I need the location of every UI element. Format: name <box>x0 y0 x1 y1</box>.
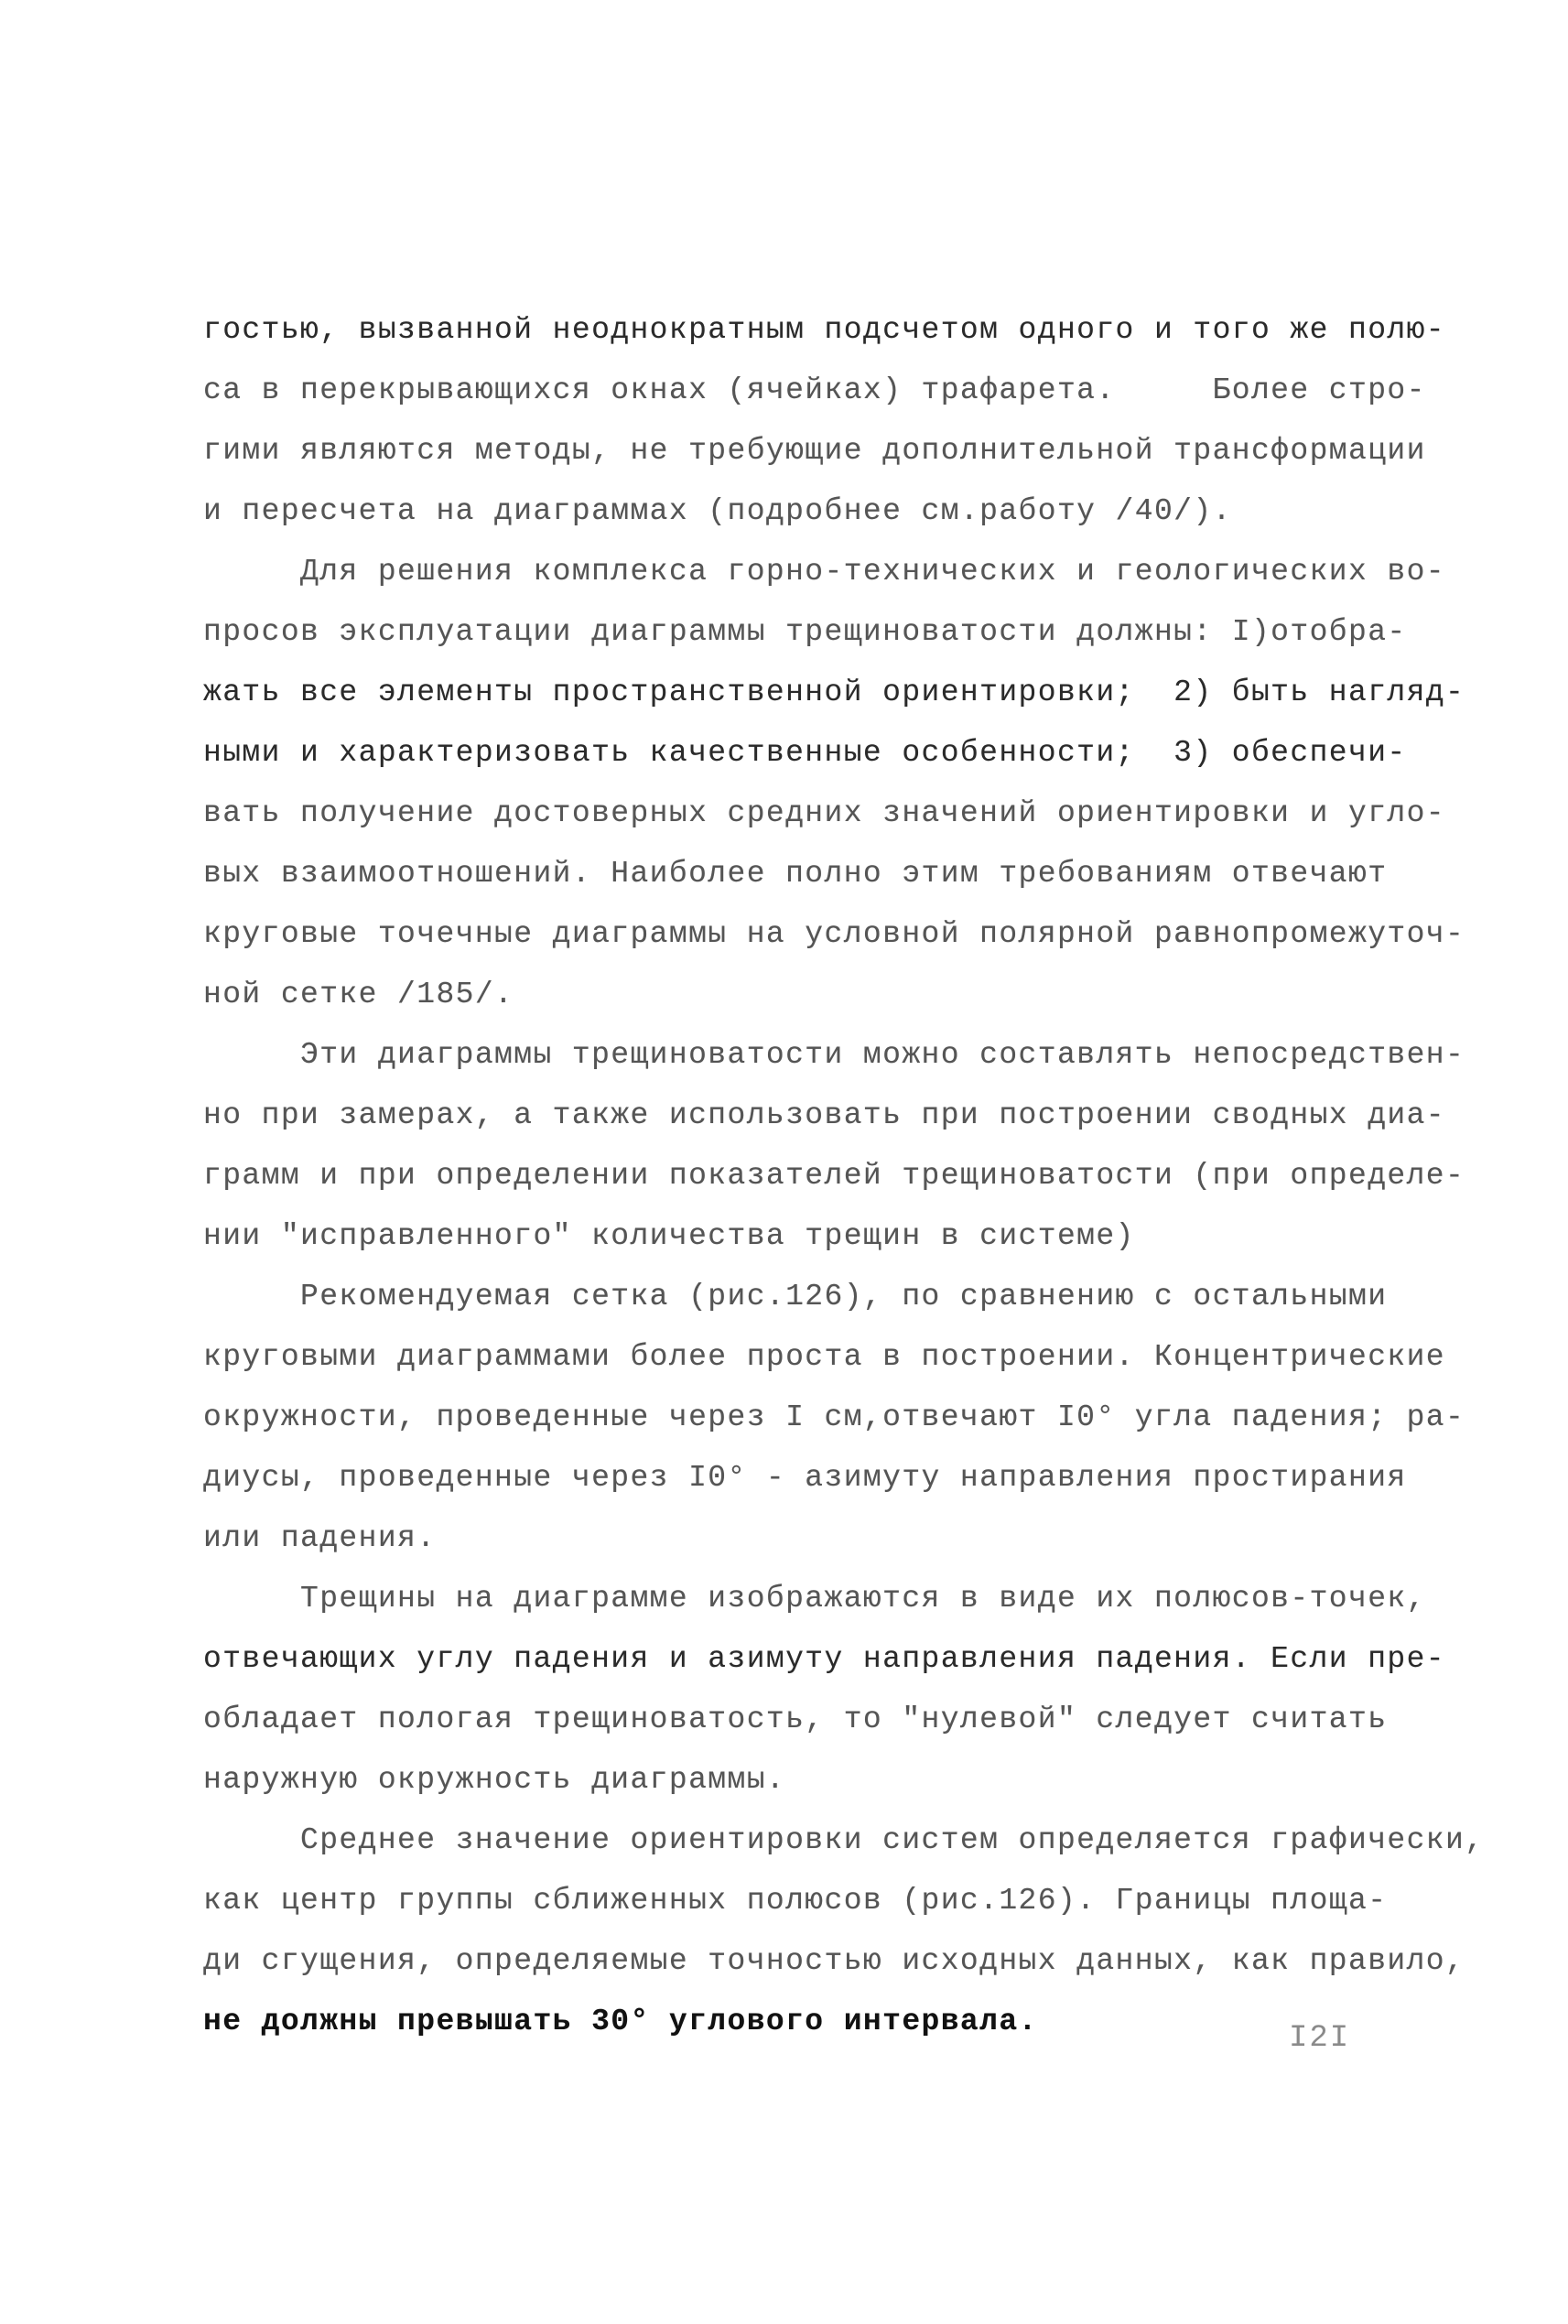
text-line: гостью, вызванной неоднократным подсчетом одного и того же полю- <box>203 313 1446 347</box>
text-line: ной сетке /185/. <box>203 978 514 1011</box>
paragraph-start-line: Эти диаграммы трещиноватости можно составлять непосредствен- <box>203 1038 1465 1072</box>
paragraph-start-line: Трещины на диаграмме изображаются в виде их полюсов-точек, <box>203 1582 1426 1616</box>
text-line: нии "исправленного" количества трещин в системе) <box>203 1219 1135 1253</box>
paragraph-start-line: Среднее значение ориентировки систем определяется графически, <box>203 1823 1485 1857</box>
text-line: просов эксплуатации диаграммы трещиноватости должны: I)отобра- <box>203 615 1407 649</box>
page-number: I2I <box>1289 2021 1351 2056</box>
text-line: грамм и при определении показателей трещиноватости (при определе- <box>203 1159 1465 1193</box>
text-line: не должны превышать 30° углового интервала. <box>203 2005 1038 2038</box>
text-line: гими являются методы, не требующие дополнительной трансформации <box>203 434 1426 468</box>
text-line: окружности, проведенные через I см,отвечают I0° угла падения; ра- <box>203 1400 1465 1434</box>
text-line: или падения. <box>203 1521 437 1555</box>
text-line: как центр группы сближенных полюсов (рис.126). Границы площа- <box>203 1884 1388 1918</box>
text-line: ными и характеризовать качественные особенности; 3) обеспечи- <box>203 736 1407 770</box>
text-line: диусы, проведенные через I0° - азимуту направления простирания <box>203 1461 1407 1495</box>
text-line: наружную окружность диаграммы. <box>203 1763 786 1797</box>
text-line: отвечающих углу падения и азимуту направления падения. Если пре- <box>203 1642 1446 1676</box>
text-line: вых взаимоотношений. Наиболее полно этим требованиям отвечают <box>203 857 1388 891</box>
text-line: жать все элементы пространственной ориентировки; 2) быть нагляд- <box>203 676 1465 709</box>
paragraph-start-line: Для решения комплекса горно-технических и геологических во- <box>203 555 1446 589</box>
text-line: обладает пологая трещиноватость, то "нулевой" следует считать <box>203 1702 1388 1736</box>
text-line: вать получение достоверных средних значений ориентировки и угло- <box>203 796 1446 830</box>
text-line: но при замерах, а также использовать при построении сводных диа- <box>203 1098 1446 1132</box>
body-text <box>203 300 1485 2052</box>
text-line: и пересчета на диаграммах (подробнее см.работу /40/). <box>203 494 1232 528</box>
text-line: круговыми диаграммами более проста в построении. Концентрические <box>203 1340 1446 1374</box>
text-line: са в перекрывающихся окнах (ячейках) трафарета. Более стро- <box>203 373 1426 407</box>
text-line: круговые точечные диаграммы на условной полярной равнопромежуточ- <box>203 917 1465 951</box>
paragraph-start-line: Рекомендуемая сетка (рис.126), по сравнению с остальными <box>203 1280 1388 1313</box>
text-line: ди сгущения, определяемые точностью исходных данных, как правило, <box>203 1944 1465 1978</box>
